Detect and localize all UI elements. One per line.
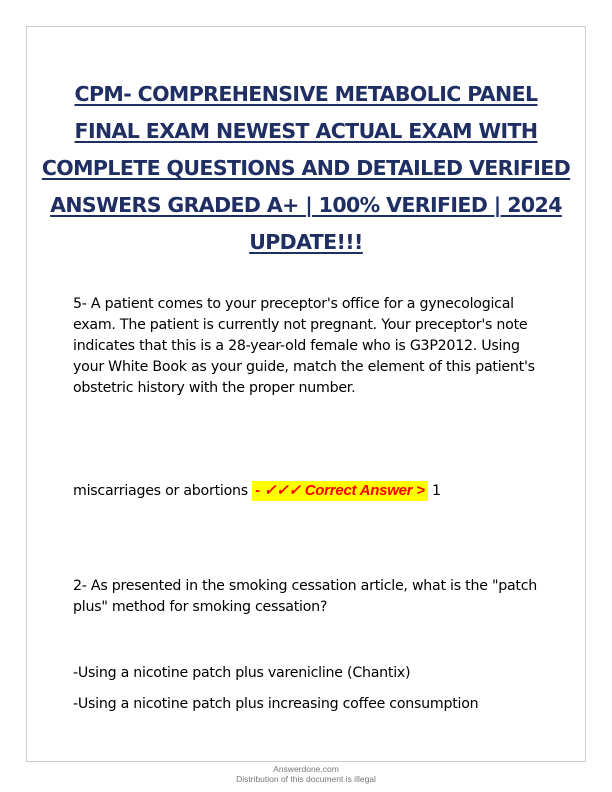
- footer-site: Answerdone.com: [273, 764, 339, 774]
- correct-answer-marker: - ✓✓✓ Correct Answer >: [252, 481, 428, 501]
- answer-line: [73, 480, 441, 502]
- footer-notice: Distribution of this document is illegal: [236, 774, 376, 784]
- option-2: -Using a nicotine patch plus increasing coffee consumption: [73, 696, 479, 712]
- answer-value: 1: [427, 483, 441, 499]
- answer-prompt: miscarriages or abortions: [73, 483, 253, 499]
- option-1: -Using a nicotine patch plus varenicline (Chantix): [73, 665, 411, 681]
- question-5-text: 5- A patient comes to your preceptor's office for a gynecological exam. The patient is currently not pregnant. Your preceptor's note indicates that this is a 28-year-old female who is G3P2012. Using your White Book as your guide, match the element of this patient's obstetric history with the proper number.: [73, 296, 535, 396]
- question-2-text: 2- As presented in the smoking cessation article, what is the "patch plus" method for smoking cessation?: [73, 578, 538, 615]
- document-title: CPM- COMPREHENSIVE METABOLIC PANEL FINAL EXAM NEWEST ACTUAL EXAM WITH COMPLETE QUESTIONS AND DETAILED VERIFIED ANSWERS GRADED A+ | 100% VERIFIED | 2024 UPDATE!!!: [41, 82, 571, 254]
